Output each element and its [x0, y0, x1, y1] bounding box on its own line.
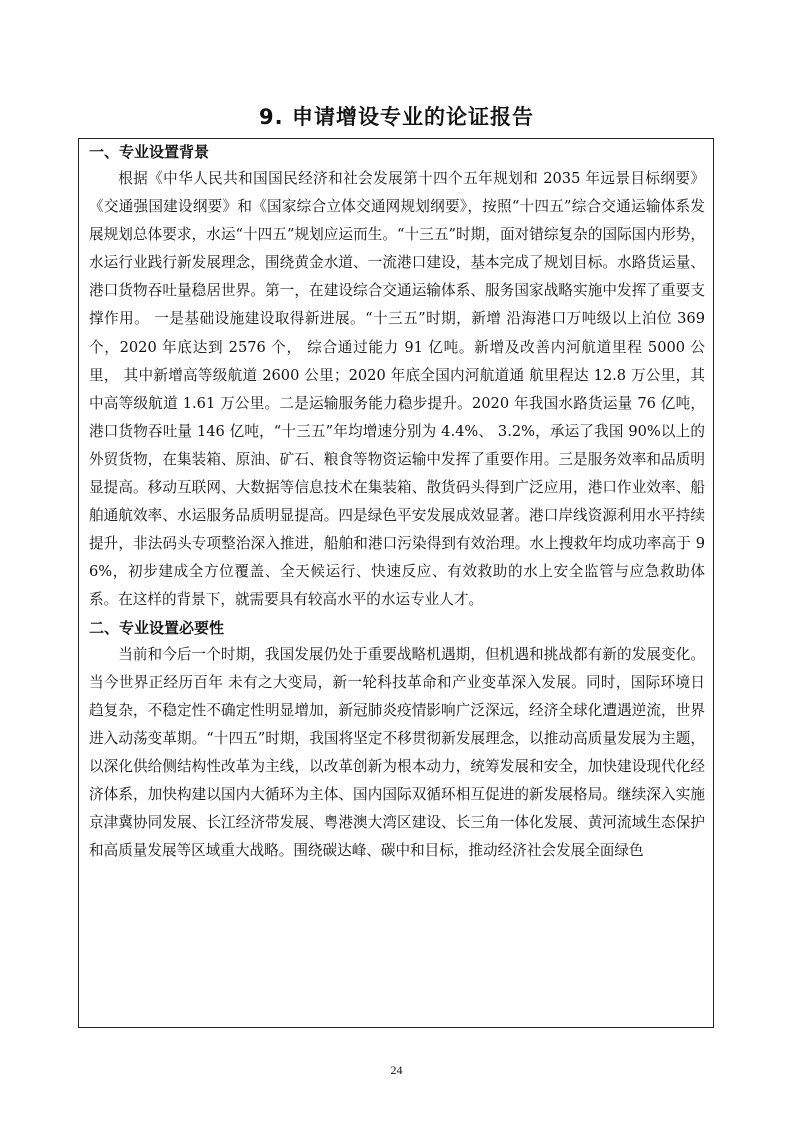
section-heading-background: 一、专业设置背景	[89, 143, 210, 161]
report-title: 9. 申请增设专业的论证报告	[259, 105, 534, 129]
section-paragraph-necessity: 当前和今后一个时期，我国发展仍处于重要战略机遇期，但机遇和挑战都有新的发展变化。当今世界正经历百年 未有之大变局，新一轮科技革命和产业变革深入发展。同时，国际环境日趋复杂，不稳定性不确定性明显增加，新冠肺炎疫情影响广泛深远，经济全球化遭遇逆流，世界进入动荡变革期。“十四五”时期，我国将坚定不移贯彻新发展理念，以推动高质量发展为主题，以深化供给侧结构性改革为主线，以改革创新为根本动力，统筹发展和安全，加快建设现代化经济体系，加快构建以国内大循环为主体、国内国际双循环相互促进的新发展格局。继续深入实施京津冀协同发展、长江经济带发展、粤港澳大湾区建设、长三角一体化发展、黄河流域生态保护和高质量发展等区域重大战略。围绕碳达峰、碳中和目标，推动经济社会发展全面绿色	[89, 645, 705, 860]
page-number: 24	[390, 1063, 403, 1077]
report-content-box	[78, 138, 714, 1028]
section-paragraph-background: 根据《中华人民共和国国民经济和社会发展第十四个五年规划和 2035 年远景目标纲要》《交通强国建设纲要》和《国家综合立体交通网规划纲要》，按照“十四五”综合交通运输体系发展规划总体要求，水运“十四五”规划应运而生。“十三五”时期，面对错综复杂的国际国内形势，水运行业践行新发展理念，围绕黄金水道、一流港口建设，基本完成了规划目标。水路货运量、港口货物吞吐量稳居世界。第一，在建设综合交通运输体系、服务国家战略实施中发挥了重要支撑作用。 一是基础设施建设取得新进展。“十三五”时期，新增 沿海港口万吨级以上泊位 369 个，2020 年底达到 2576 个， 综合通过能力 91 亿吨。新增及改善内河航道里程 5000 公里， 其中新增高等级航道 2600 公里；2020 年底全国内河航道通 航里程达 12.8 万公里，其中高等级航道 1.61 万公里。二是运输服务能力稳步提升。2020 年我国水路货运量 76 亿吨，港口货物吞吐量 146 亿吨，“十三五”年均增速分别为 4.4%、 3.2%，承运了我国 90%以上的外贸货物，在集装箱、原油、矿石、粮食等物资运输中发挥了重要作用。三是服务效率和品质明显提高。移动互联网、大数据等信息技术在集装箱、散货码头得到广泛应用，港口作业效率、船舶通航效率、水运服务品质明显提高。四是绿色平安发展成效显著。港口岸线资源利用水平持续提升，非法码头专项整治深入推进，船舶和港口污染得到有效治理。水上搜救年均成功率高于 96%，初步建成全方位覆盖、全天候运行、快速反应、有效救助的水上安全监管与应急救助体系。在这样的背景下，就需要具有较高水平的水运专业人才。	[89, 170, 705, 609]
section-heading-necessity: 二、专业设置必要性	[89, 618, 225, 637]
